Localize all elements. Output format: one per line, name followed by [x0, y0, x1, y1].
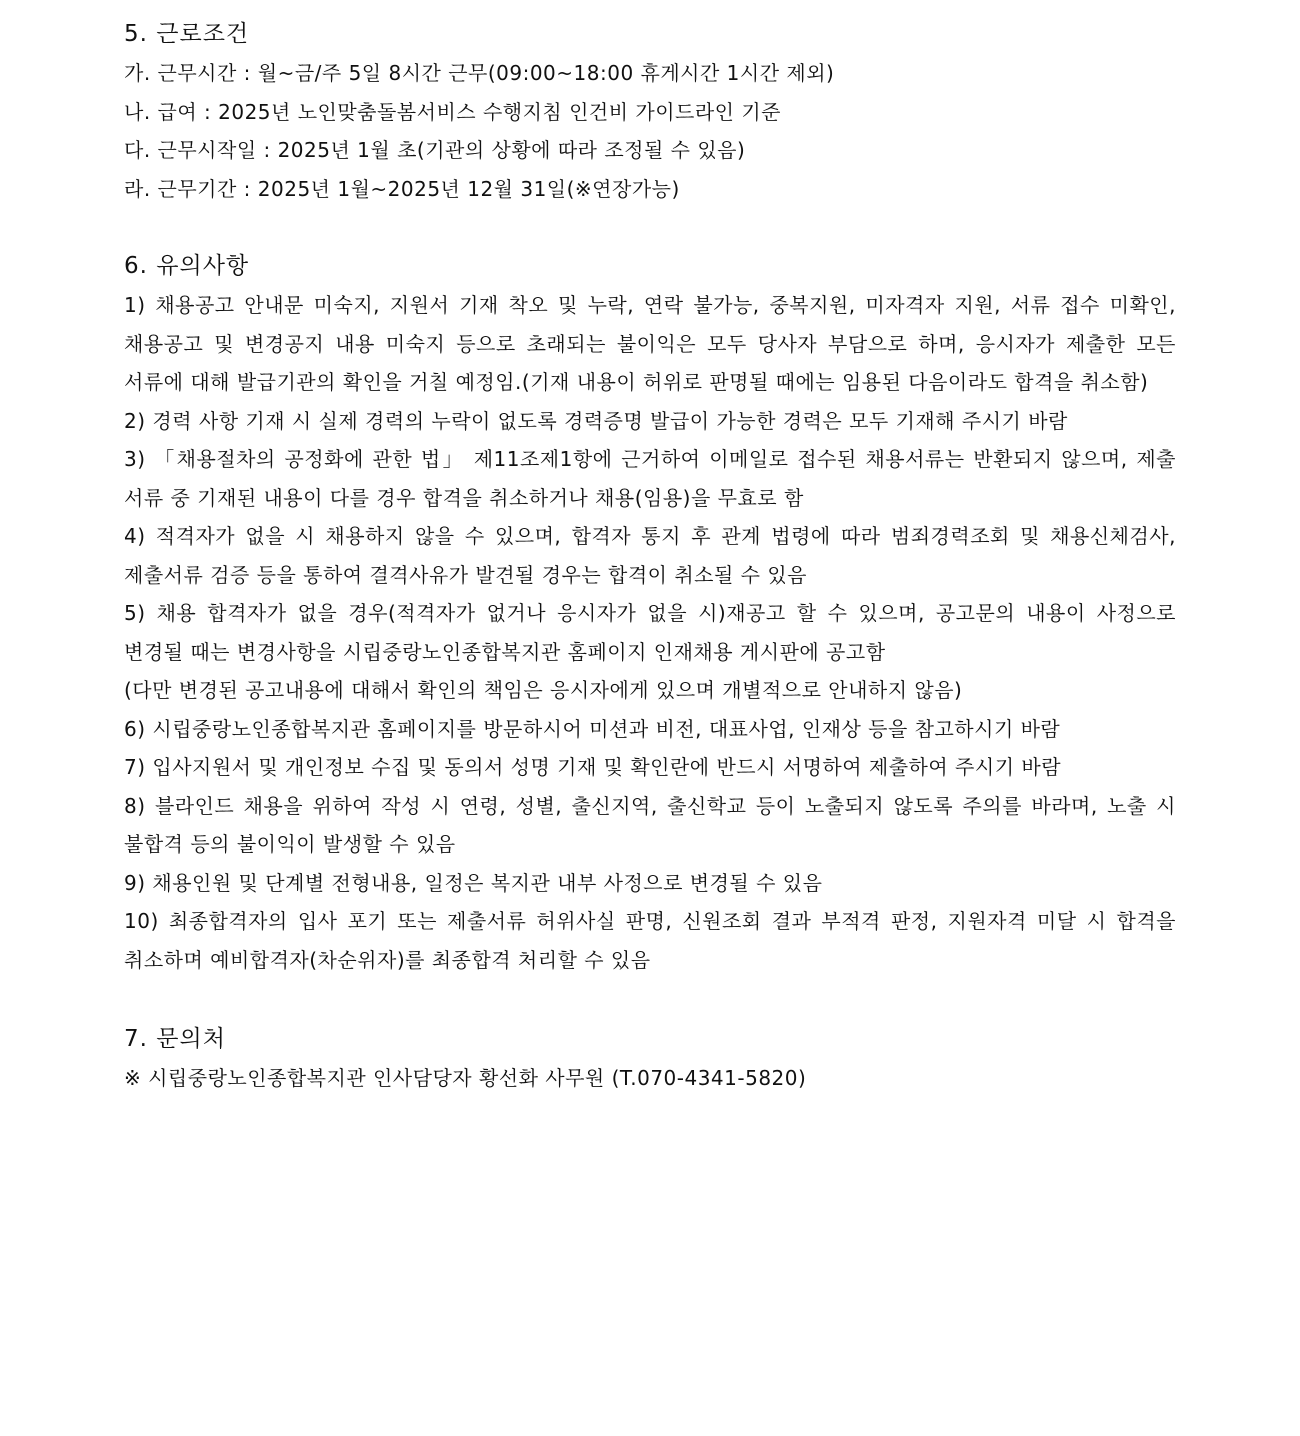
- note-item: (다만 변경된 공고내용에 대해서 확인의 책임은 응시자에게 있으며 개별적으로 안내하지 않음): [124, 678, 963, 702]
- work-period-item: 라. 근무기간 : 2025년 1월~2025년 12월 31일(※연장가능): [124, 176, 680, 201]
- salary-item: 나. 급여 : 2025년 노인맞춤돌봄서비스 수행지침 인건비 가이드라인 기준: [124, 99, 781, 124]
- note-item: 9) 채용인원 및 단계별 전형내용, 일정은 복지관 내부 사정으로 변경될 수 있음: [124, 870, 823, 895]
- document-page: [124, 14, 1176, 1098]
- start-date-item: 다. 근무시작일 : 2025년 1월 초(기관의 상황에 따라 조정될 수 있음): [124, 138, 746, 162]
- note-item: 2) 경력 사항 기재 시 실제 경력의 누락이 없도록 경력증명 발급이 가능한 경력은 모두 기재해 주시기 바람: [124, 408, 1068, 433]
- section-heading: 7. 문의처: [124, 1026, 226, 1052]
- section-heading: 5. 근로조건: [124, 21, 250, 47]
- note-item: 3) 「채용절차의 공정화에 관한 법」 제11조제1항에 근거하여 이메일로 접수된 채용서류는 반환되지 않으며, 제출 서류 중 기재된 내용이 다를 경우 합격을 취소하거나 채용(임용)을 무효로 함: [124, 447, 1176, 510]
- section-notes: [124, 246, 1176, 979]
- section-heading: 6. 유의사항: [124, 253, 250, 279]
- note-item: 8) 블라인드 채용을 위하여 작성 시 연령, 성별, 출신지역, 출신학교 등이 노출되지 않도록 주의를 바라며, 노출 시 불합격 등의 불이익이 발생할 수 있음: [124, 793, 1176, 856]
- note-item: 10) 최종합격자의 입사 포기 또는 제출서류 허위사실 판명, 신원조회 결과 부적격 판정, 지원자격 미달 시 합격을 취소하며 예비합격자(차순위자)를 최종합격 처리할 수 있음: [124, 909, 1176, 972]
- note-item: 5) 채용 합격자가 없을 경우(적격자가 없거나 응시자가 없을 시)재공고 할 수 있으며, 공고문의 내용이 사정으로 변경될 때는 변경사항을 시립중랑노인종합복지관 홈페이지 인재채용 게시판에 공고함: [124, 601, 1176, 664]
- working-hours-item: 가. 근무시간 : 월~금/주 5일 8시간 근무(09:00~18:00 휴게시간 1시간 제외): [124, 61, 835, 85]
- section-working-conditions: [124, 14, 1176, 208]
- note-item: 6) 시립중랑노인종합복지관 홈페이지를 방문하시어 미션과 비전, 대표사업, 인재상 등을 참고하시기 바람: [124, 716, 1061, 741]
- contact-item: ※ 시립중랑노인종합복지관 인사담당자 황선화 사무원 (T.070-4341-5820): [124, 1066, 807, 1090]
- note-item: 4) 적격자가 없을 시 채용하지 않을 수 있으며, 합격자 통지 후 관계 법령에 따라 범죄경력조회 및 채용신체검사, 제출서류 검증 등을 통하여 결격사유가 발견될 경우는 합격이 취소될 수 있음: [124, 524, 1176, 587]
- section-contact: [124, 1019, 1176, 1098]
- note-item: 1) 채용공고 안내문 미숙지, 지원서 기재 착오 및 누락, 연락 불가능, 중복지원, 미자격자 지원, 서류 접수 미확인, 채용공고 및 변경공지 내용 미숙지 등으로 초래되는 불이익은 모두 당사자 부담으로 하며, 응시자가 제출한 모든 서류에 대해 발급기관의 확인을 거칠 예정임.(기재 내용이 허위로 판명될 때에는 임용된 다음이라도 합격을 취소함): [124, 293, 1176, 394]
- note-item: 7) 입사지원서 및 개인정보 수집 및 동의서 성명 기재 및 확인란에 반드시 서명하여 제출하여 주시기 바람: [124, 755, 1062, 779]
